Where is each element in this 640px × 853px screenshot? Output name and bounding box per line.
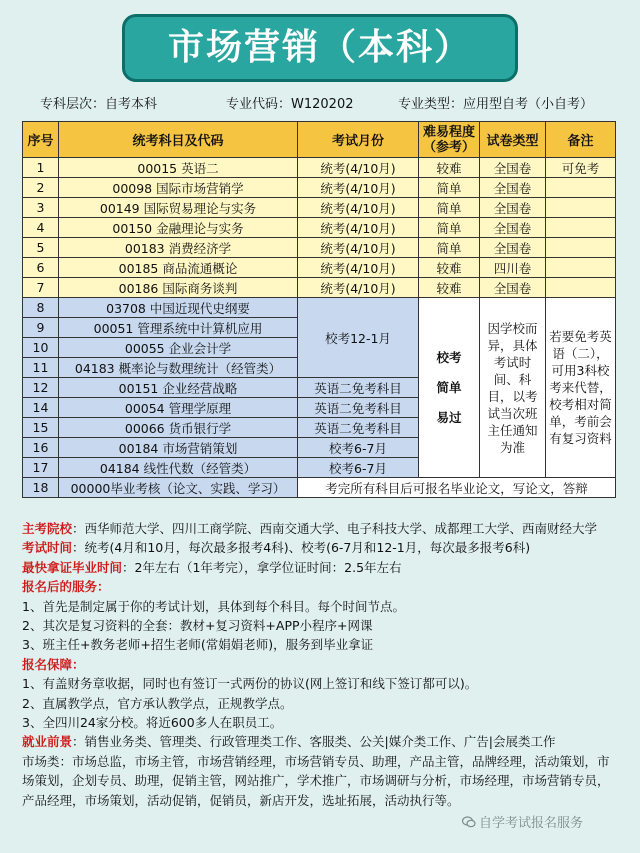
course-table — [22, 121, 616, 498]
table-row — [23, 278, 616, 298]
row-subject: 00185 商品流通概论 — [59, 258, 298, 278]
market-jobs-text: 市场类：市场总监，市场主管，市场营销经理，市场营销专员、助理，产品主管，品牌经理，活动策划，市场策划，企划专员、助理，促销主管，网站推广，学术推广，市场调研与分析，市场经理，市场营销专员，产品经理，市场策划，活动促销，促销员，新店开发，选址拓展，活动执行等。 — [22, 753, 610, 808]
row-subject: 00184 市场营销策划 — [59, 438, 298, 458]
page-title: 市场营销（本科） — [122, 14, 518, 82]
fastest-label: 最快拿证毕业时间 — [22, 559, 123, 575]
school-exam-note: 因学校而异，具体考试时间、科目，以考试当次班主任通知为准 — [480, 298, 546, 478]
row-month: 统考(4/10月) — [298, 198, 419, 218]
row-month: 校考6-7月 — [298, 438, 419, 458]
row-no: 2 — [23, 178, 59, 198]
row-no: 8 — [23, 298, 59, 318]
row-no: 1 — [23, 158, 59, 178]
row-note — [546, 218, 616, 238]
guarantee-title: 报名保障： — [22, 656, 85, 672]
row-no: 15 — [23, 418, 59, 438]
row-difficulty: 较难 — [419, 258, 480, 278]
row-difficulty: 简单 — [419, 218, 480, 238]
easy-line-3: 易过 — [436, 409, 462, 425]
row-month: 英语二免考科目 — [298, 398, 419, 418]
meta-level: 专科层次：自考本科 — [40, 97, 158, 112]
row-paper: 全国卷 — [480, 178, 546, 198]
row-subject: 00000毕业考核（论文、实践、学习） — [59, 478, 298, 498]
service-item: 1、首先是制定属于你的考试计划，具体到每个科目。每个时间节点。 — [22, 598, 405, 614]
info-section — [22, 519, 618, 810]
row-no: 14 — [23, 398, 59, 418]
career-text: ：销售业务类、管理类、行政管理类工作、客服类、公关|媒介类工作、广告|会展类工作 — [72, 734, 556, 750]
table-row — [23, 218, 616, 238]
meta-code: 专业代码：W120202 — [226, 97, 354, 112]
header-subject: 统考科目及代码 — [59, 122, 298, 158]
row-note — [546, 278, 616, 298]
wechat-icon — [462, 815, 476, 829]
row-no: 10 — [23, 338, 59, 358]
header-difficulty: 难易程度（参考） — [419, 122, 480, 158]
schools-label: 主考院校 — [22, 521, 73, 536]
table-row — [23, 238, 616, 258]
row-difficulty: 简单 — [419, 198, 480, 218]
row-subject: 00150 金融理论与实务 — [59, 218, 298, 238]
row-subject: 00015 英语二 — [59, 158, 298, 178]
guarantee-item: 2、直属教学点，官方承认教学点，正规教学点。 — [22, 695, 293, 711]
watermark-text: 自学考试报名服务 — [479, 816, 584, 831]
career-line — [22, 732, 618, 751]
row-month: 统考(4/10月) — [298, 278, 419, 298]
row-subject: 00055 企业会计学 — [59, 338, 298, 358]
row-subject: 03708 中国近现代史纲要 — [59, 298, 298, 318]
easy-line-1: 校考 — [436, 349, 462, 365]
english-exempt-note: 若要免考英语（二），可用3科校考来代替，校考相对简单，考前会有复习资料 — [546, 298, 616, 478]
row-subject: 00183 消费经济学 — [59, 238, 298, 258]
row-no: 11 — [23, 358, 59, 378]
row-note — [546, 178, 616, 198]
table-row — [23, 258, 616, 278]
row-month: 统考(4/10月) — [298, 218, 419, 238]
career-label: 就业前景 — [22, 734, 73, 750]
row-no: 18 — [23, 478, 59, 498]
row-month: 统考(4/10月) — [298, 238, 419, 258]
fastest-text: ：2年左右（1年考完），拿学位证时间：2.5年左右 — [122, 559, 402, 575]
easy-line-2: 简单 — [436, 379, 462, 395]
table-row — [23, 478, 616, 498]
school-month-merged: 校考12-1月 — [298, 298, 419, 378]
service-title: 报名后的服务： — [22, 579, 110, 595]
meta-type: 专业类型：应用型自考（小自考） — [398, 97, 594, 112]
row-no: 6 — [23, 258, 59, 278]
row-difficulty: 简单 — [419, 238, 480, 258]
row-month: 校考6-7月 — [298, 458, 419, 478]
row-paper: 全国卷 — [480, 198, 546, 218]
row-subject: 00151 企业经营战略 — [59, 378, 298, 398]
row-month: 英语二免考科目 — [298, 378, 419, 398]
row-subject: 00149 国际贸易理论与实务 — [59, 198, 298, 218]
header-note: 备注 — [546, 122, 616, 158]
exam-time-label: 考试时间 — [22, 540, 73, 556]
watermark — [462, 812, 583, 831]
exam-time-line — [22, 538, 618, 557]
row-subject: 00098 国际市场营销学 — [59, 178, 298, 198]
table-row — [23, 198, 616, 218]
row-subject: 04184 线性代数（经管类） — [59, 458, 298, 478]
row-note — [546, 238, 616, 258]
row-paper: 四川卷 — [480, 258, 546, 278]
easy-pass-merged — [419, 298, 480, 478]
row-note — [546, 258, 616, 278]
row-difficulty: 较难 — [419, 158, 480, 178]
table-row — [23, 178, 616, 198]
row-no: 12 — [23, 378, 59, 398]
exam-time-text: ：统考(4月和10月，每次最多报考4科)、校考(6-7月和12-1月，每次最多报考6科) — [72, 540, 531, 556]
row-subject: 04183 概率论与数理统计（经管类） — [59, 358, 298, 378]
row-no: 7 — [23, 278, 59, 298]
row-no: 4 — [23, 218, 59, 238]
row-month: 统考(4/10月) — [298, 178, 419, 198]
row-paper: 全国卷 — [480, 278, 546, 298]
table-row — [23, 298, 616, 318]
fastest-line — [22, 558, 618, 577]
table-header-row — [23, 122, 616, 158]
guarantee-item: 3、全四川24家分校。将近600多人在职员工。 — [22, 715, 283, 731]
header-paper: 试卷类型 — [480, 122, 546, 158]
row-month: 统考(4/10月) — [298, 258, 419, 278]
header-month: 考试月份 — [298, 122, 419, 158]
service-item: 3、班主任+教务老师+招生老师(常娟娟老师)，服务到毕业拿证 — [22, 637, 374, 653]
row-no: 9 — [23, 318, 59, 338]
row-subject: 00054 管理学原理 — [59, 398, 298, 418]
guarantee-item: 1、有盖财务章收据，同时也有签订一式两份的协议(网上签订和线下签订都可以)。 — [22, 676, 478, 692]
schools-line — [22, 519, 618, 538]
row-difficulty: 较难 — [419, 278, 480, 298]
row-difficulty: 简单 — [419, 178, 480, 198]
row-subject: 00051 管理系统中计算机应用 — [59, 318, 298, 338]
row-note: 可免考 — [546, 158, 616, 178]
row-month: 统考(4/10月) — [298, 158, 419, 178]
table-row — [23, 158, 616, 178]
service-item: 2、其次是复习资料的全套：教材+复习资料+APP小程序+网课 — [22, 618, 373, 634]
row-paper: 全国卷 — [480, 158, 546, 178]
graduation-note: 考完所有科目后可报名毕业论文，写论文，答辩 — [298, 478, 616, 498]
header-no: 序号 — [23, 122, 59, 158]
row-paper: 全国卷 — [480, 218, 546, 238]
row-subject: 00066 货币银行学 — [59, 418, 298, 438]
row-note — [546, 198, 616, 218]
row-subject: 00186 国际商务谈判 — [59, 278, 298, 298]
row-month: 英语二免考科目 — [298, 418, 419, 438]
row-no: 17 — [23, 458, 59, 478]
row-no: 5 — [23, 238, 59, 258]
schools-text: ：西华师范大学、四川工商学院、西南交通大学、电子科技大学、成都理工大学、西南财经大学 — [72, 521, 598, 536]
row-paper: 全国卷 — [480, 238, 546, 258]
row-no: 16 — [23, 438, 59, 458]
row-no: 3 — [23, 198, 59, 218]
